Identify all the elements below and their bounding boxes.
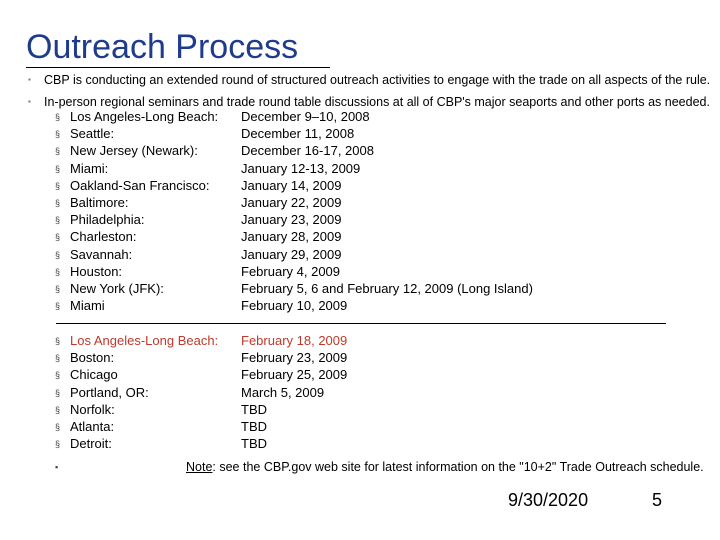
port-name: Los Angeles-Long Beach:: [70, 333, 219, 348]
port-name: Seattle:: [70, 126, 115, 142]
bullet-outreach: [28, 73, 711, 87]
port-name: Charleston:: [70, 229, 137, 245]
session-date: February 4, 2009: [241, 263, 341, 279]
page-title: Outreach Process: [26, 28, 299, 66]
bullet-section-icon: §: [55, 129, 61, 140]
session-date: March 5, 2009: [241, 384, 325, 400]
session-date: December 16-17, 2008: [241, 143, 374, 159]
note-body: : see the CBP.gov web site for latest information on the "10+2" Trade Outreach schedule.: [212, 460, 704, 474]
bullet-square-icon: ▪: [28, 97, 31, 106]
port-name: New Jersey (Newark):: [70, 143, 198, 159]
bullet-section-icon: §: [55, 215, 61, 226]
port-name: Baltimore:: [70, 195, 129, 210]
port-name: Los Angeles-Long Beach:: [70, 109, 219, 124]
session-date: January 28, 2009: [241, 229, 342, 245]
port-name: Detroit:: [70, 436, 112, 452]
bullet-section-icon: §: [55, 404, 61, 415]
bullet-text: In-person regional seminars and trade round table discussions at all of CBP's major seaports and other ports as needed.: [44, 95, 710, 109]
session-date: January 29, 2009: [241, 246, 342, 262]
bullet-section-icon: §: [55, 387, 61, 398]
session-date: TBD: [241, 436, 267, 452]
session-date: February 25, 2009: [241, 367, 348, 383]
bullet-section-icon: §: [55, 439, 61, 450]
session-date: December 11, 2008: [241, 126, 355, 142]
bullet-square-icon: ▪: [28, 75, 31, 84]
bullet-section-icon: §: [55, 146, 61, 157]
session-date: January 14, 2009: [241, 177, 342, 193]
bullet-section-icon: §: [55, 249, 61, 260]
port-name: Savannah:: [70, 246, 133, 262]
port-name: Atlanta:: [70, 419, 115, 434]
note-text: [186, 460, 704, 474]
bullet-section-icon: §: [55, 266, 61, 277]
bullet-section-icon: §: [55, 232, 61, 243]
note-label: Note: [186, 460, 213, 474]
bullet-section-icon: §: [55, 284, 61, 294]
port-name: Miami: [70, 298, 105, 314]
bullet-section-icon: §: [55, 336, 61, 346]
bullet-section-icon: §: [55, 112, 61, 122]
session-date: February 10, 2009: [241, 298, 348, 314]
session-date: February 18, 2009: [241, 333, 348, 348]
port-name: Boston:: [70, 350, 115, 366]
page-number: 5: [652, 490, 663, 510]
port-name: Norfolk:: [70, 401, 115, 417]
bullet-seminars: [28, 95, 710, 109]
bullet-section-icon: §: [55, 370, 61, 381]
session-date: February 23, 2009: [241, 350, 348, 366]
session-date: TBD: [241, 419, 267, 434]
bullet-section-icon: §: [55, 422, 61, 432]
bullet-square-icon: ▪: [55, 462, 59, 472]
session-date: January 22, 2009: [241, 195, 342, 210]
bullet-section-icon: §: [55, 301, 61, 312]
bullet-section-icon: §: [55, 180, 61, 191]
session-date: January 23, 2009: [241, 212, 342, 228]
title-underline: [26, 67, 330, 68]
session-date: January 12-13, 2009: [241, 160, 361, 176]
bullet-section-icon: §: [55, 198, 61, 208]
port-name: Portland, OR:: [70, 384, 149, 400]
bullet-text: CBP is conducting an extended round of structured outreach activities to engage with the trade on all aspects of the rule.: [44, 73, 711, 87]
footer-date: 9/30/2020: [508, 490, 589, 510]
port-name: New York (JFK):: [70, 281, 164, 296]
session-date: February 5, 6 and February 12, 2009 (Long Island): [241, 281, 533, 296]
port-name: Chicago: [70, 367, 118, 383]
bullet-section-icon: §: [55, 163, 61, 174]
port-name: Philadelphia:: [70, 212, 145, 228]
port-name: Oakland-San Francisco:: [70, 177, 210, 193]
bullet-section-icon: §: [55, 353, 61, 364]
session-date: December 9–10, 2008: [241, 109, 370, 124]
port-name: Houston:: [70, 263, 123, 279]
session-date: TBD: [241, 401, 267, 417]
section-divider: [56, 323, 666, 324]
port-name: Miami:: [70, 160, 109, 176]
